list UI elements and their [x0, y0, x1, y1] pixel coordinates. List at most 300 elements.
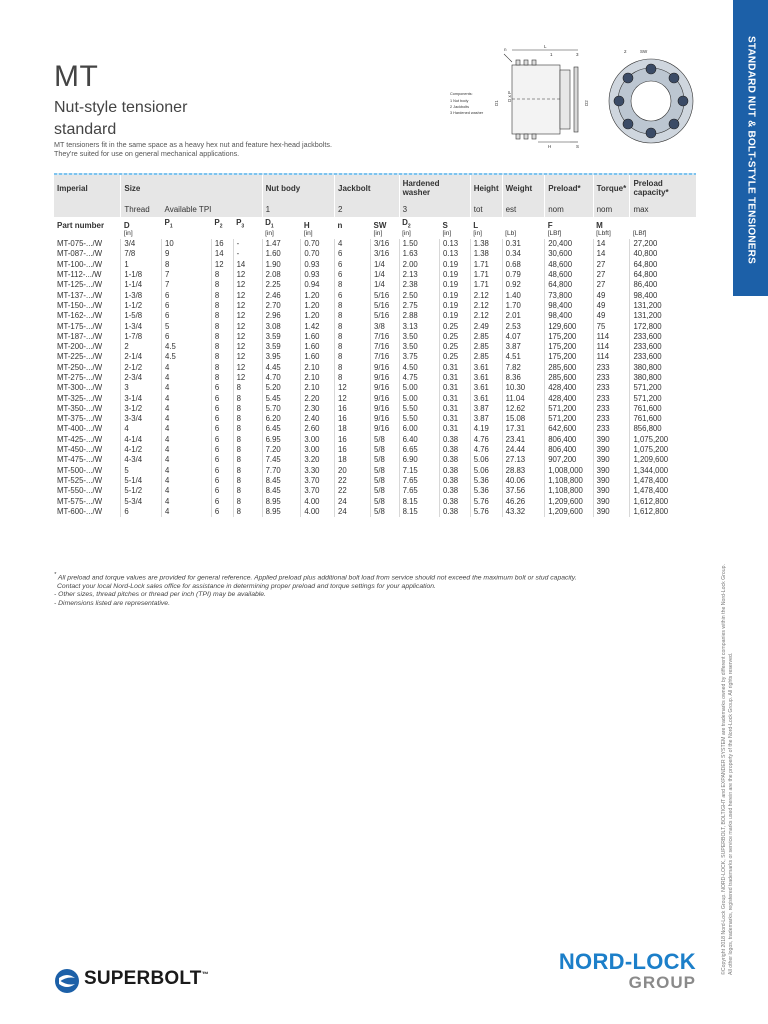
table-cell: 5/16: [371, 311, 400, 321]
table-cell: 390: [593, 435, 630, 445]
table-cell: 4: [162, 424, 212, 434]
part-number-cell: MT-225-.../W: [57, 352, 103, 362]
table-cell: 9: [162, 249, 212, 259]
table-cell: 75: [593, 321, 630, 331]
table-cell: 18: [335, 424, 371, 434]
table-cell: 571,200: [630, 393, 696, 403]
table-cell: 8: [233, 466, 262, 476]
header-unit-cell: [LBf]: [632, 230, 647, 237]
table-cell: 2.20: [301, 393, 335, 403]
table-cell: 6.65: [399, 445, 439, 455]
header-symbol-cell: [54, 217, 121, 230]
table-cell: 1,075,200: [630, 435, 696, 445]
table-cell: 4: [162, 496, 212, 506]
table-cell: 3-1/4: [121, 393, 162, 403]
table-cell: 5/16: [371, 290, 400, 300]
table-cell: 8.15: [399, 507, 439, 517]
table-cell: 12: [233, 290, 262, 300]
table-cell: 3.08: [262, 321, 301, 331]
dim-label-s: S: [576, 144, 580, 149]
table-cell: 175,200: [545, 342, 593, 352]
table-cell: 1,108,800: [545, 486, 593, 496]
table-row: [54, 239, 696, 249]
table-cell: 12: [233, 373, 262, 383]
header-symbol: D: [402, 218, 408, 228]
table-cell: 1.20: [301, 290, 335, 300]
table-cell: 4: [162, 445, 212, 455]
table-cell: 175,200: [545, 332, 593, 342]
table-cell: 3/4: [121, 239, 162, 249]
table-row: [54, 476, 696, 486]
header-subgroup-cell: [233, 201, 262, 217]
table-cell: 7.65: [399, 486, 439, 496]
part-number-cell: MT-475-.../W: [57, 455, 103, 465]
table-cell: 1.38: [470, 239, 502, 249]
table-cell: 24: [335, 496, 371, 506]
table-cell: 5.50: [399, 414, 439, 424]
header-group-cell: Nut body: [262, 175, 301, 201]
table-row: [54, 383, 696, 393]
header-symbol: H: [303, 221, 310, 230]
table-cell: 0.34: [502, 249, 545, 259]
table-row: [54, 393, 696, 403]
part-number-cell: MT-500-.../W: [57, 465, 103, 475]
table-cell: 7.45: [262, 455, 301, 465]
header-symbol-cell: [262, 217, 301, 230]
table-cell: 6: [335, 249, 371, 259]
header-symbol: L: [473, 221, 479, 230]
components-title: Components:: [450, 92, 473, 96]
header-symbol-cell: [399, 217, 439, 230]
sidebar-label: STANDARD NUT & BOLT-STYLE TENSIONERS: [745, 36, 756, 264]
tensioner-technical-drawing: [450, 42, 705, 157]
table-cell: 3.70: [301, 486, 335, 496]
table-row: [54, 290, 696, 300]
table-cell: 1,612,800: [630, 496, 696, 506]
table-cell: 233: [593, 404, 630, 414]
table-cell: 6.20: [262, 414, 301, 424]
table-cell: 46.26: [502, 496, 545, 506]
nordlock-wordmark: NORD-LOCK: [558, 949, 696, 974]
table-cell: 8.36: [502, 373, 545, 383]
dim-label-d1: D1: [494, 100, 499, 106]
header-symbol-cell: [630, 217, 696, 230]
table-cell: 4.19: [470, 424, 502, 434]
table-cell: 4: [335, 239, 371, 249]
table-cell: 6: [211, 507, 233, 517]
table-cell: 1,209,600: [545, 507, 593, 517]
table-cell: 1/4: [371, 260, 400, 270]
table-cell: 8: [233, 435, 262, 445]
header-unit-cell: [335, 230, 371, 239]
dim-label-1: 1: [550, 52, 553, 57]
table-cell: 2.38: [399, 280, 439, 290]
table-cell: 5: [121, 466, 162, 476]
table-cell: 8: [162, 260, 212, 270]
table-cell: 6: [335, 270, 371, 280]
table-cell: 114: [593, 342, 630, 352]
table-cell: 12: [335, 393, 371, 403]
table-cell: 12: [211, 260, 233, 270]
table-cell: 1,008,000: [545, 466, 593, 476]
table-cell: 5/8: [371, 466, 400, 476]
table-cell: 4-1/4: [121, 435, 162, 445]
table-cell: 3.30: [301, 466, 335, 476]
table-cell: 12.62: [502, 404, 545, 414]
table-row: [54, 455, 696, 465]
table-cell: 8: [211, 332, 233, 342]
table-cell: 48,600: [545, 270, 593, 280]
table-cell: 1,075,200: [630, 445, 696, 455]
table-cell: 0.38: [439, 507, 470, 517]
table-cell: 4: [162, 455, 212, 465]
table-cell: 64,800: [630, 260, 696, 270]
table-cell: 175,200: [545, 352, 593, 362]
table-cell: 9/16: [371, 414, 400, 424]
part-number-cell: MT-550-.../W: [57, 486, 103, 496]
table-header-group-row: [54, 175, 696, 201]
header-group-cell: [301, 175, 335, 201]
part-number-cell: MT-575-.../W: [57, 496, 103, 506]
table-cell: 5/8: [371, 455, 400, 465]
header-symbol-cell: [502, 217, 545, 230]
table-cell: 9/16: [371, 393, 400, 403]
table-cell: 49: [593, 311, 630, 321]
table-row: [54, 311, 696, 321]
table-cell: 0.79: [502, 270, 545, 280]
table-cell: 0.31: [439, 373, 470, 383]
table-cell: 10: [162, 239, 212, 249]
table-cell: 9/16: [371, 404, 400, 414]
table-cell: 6: [211, 455, 233, 465]
table-cell: 285,600: [545, 363, 593, 373]
header-unit-cell: [in]: [442, 230, 452, 237]
table-cell: 3.87: [470, 404, 502, 414]
table-cell: 0.68: [502, 260, 545, 270]
table-cell: 1.42: [301, 321, 335, 331]
table-cell: 5-1/2: [121, 486, 162, 496]
table-cell: 4: [162, 404, 212, 414]
table-cell: 3.61: [470, 363, 502, 373]
part-number-cell: MT-075-.../W: [57, 239, 103, 249]
table-cell: 0.70: [301, 239, 335, 249]
table-cell: 2-1/4: [121, 352, 162, 362]
table-cell: 14: [211, 249, 233, 259]
table-row: [54, 373, 696, 383]
table-cell: 0.31: [439, 404, 470, 414]
table-cell: 233: [593, 383, 630, 393]
table-cell: 5/8: [371, 476, 400, 486]
table-cell: 9/16: [371, 383, 400, 393]
table-cell: 5.06: [470, 455, 502, 465]
header-group-cell: Height: [470, 175, 502, 201]
table-cell: 2.30: [301, 404, 335, 414]
table-cell: 390: [593, 476, 630, 486]
header-symbol-cell: [233, 217, 262, 230]
header-symbol: S: [442, 221, 448, 230]
table-cell: 2.49: [470, 321, 502, 331]
table-cell: 64,800: [630, 270, 696, 280]
table-cell: 761,600: [630, 404, 696, 414]
table-cell: 2.08: [262, 270, 301, 280]
table-row: [54, 363, 696, 373]
table-row: [54, 496, 696, 506]
header-subgroup-cell: 3: [399, 201, 439, 217]
footnote-1: [54, 571, 694, 583]
table-cell: 6.40: [399, 435, 439, 445]
header-subgroup-cell: est: [502, 201, 545, 217]
table-cell: 8: [211, 373, 233, 383]
table-cell: 4: [162, 507, 212, 517]
table-cell: 27.13: [502, 455, 545, 465]
table-cell: 1.47: [262, 239, 301, 249]
table-cell: 22: [335, 486, 371, 496]
part-number-cell: MT-375-.../W: [57, 414, 103, 424]
table-cell: 3.87: [502, 342, 545, 352]
table-cell: 5.06: [470, 466, 502, 476]
dim-label-h: H: [548, 144, 552, 149]
table-cell: 7/8: [121, 249, 162, 259]
part-number-cell: MT-187-.../W: [57, 331, 103, 341]
table-cell: 14: [593, 249, 630, 259]
table-cell: 1.70: [502, 301, 545, 311]
table-cell: 1.71: [470, 280, 502, 290]
table-cell: 12: [233, 332, 262, 342]
table-cell: 4: [162, 393, 212, 403]
table-cell: 172,800: [630, 321, 696, 331]
header-symbol-cell: [211, 217, 233, 230]
trademark-symbol: ™: [201, 971, 209, 979]
header-subgroup-cell: nom: [545, 201, 593, 217]
footnote-2: Contact your local Nord-Lock sales office for assistance in determining proper preload and torque settings for your application.: [57, 582, 436, 590]
table-cell: 1.60: [262, 249, 301, 259]
table-cell: 1-1/2: [121, 301, 162, 311]
table-cell: 64,800: [545, 280, 593, 290]
table-cell: 0.19: [439, 301, 470, 311]
table-cell: 2.75: [399, 301, 439, 311]
header-unit-cell: [in]: [265, 230, 274, 237]
table-cell: 4.00: [301, 507, 335, 517]
table-cell: 0.70: [301, 249, 335, 259]
table-cell: 7.20: [262, 445, 301, 455]
table-cell: 0.38: [439, 455, 470, 465]
table-cell: 6: [211, 466, 233, 476]
table-cell: 6: [211, 486, 233, 496]
table-cell: 380,800: [630, 363, 696, 373]
table-cell: 0.19: [439, 280, 470, 290]
header-symbol-cell: [545, 217, 593, 230]
table-cell: 4: [162, 373, 212, 383]
table-cell: 8.45: [262, 486, 301, 496]
table-cell: 0.19: [439, 270, 470, 280]
part-number-cell: MT-425-.../W: [57, 434, 103, 444]
table-cell: 4.76: [470, 445, 502, 455]
table-cell: 2.10: [301, 373, 335, 383]
table-cell: 8: [335, 373, 371, 383]
header-group-cell: [162, 175, 212, 201]
table-cell: 9/16: [371, 363, 400, 373]
table-cell: 98,400: [630, 290, 696, 300]
table-cell: 0.31: [439, 383, 470, 393]
table-cell: 6: [211, 435, 233, 445]
header-symbol-subscript: 3: [241, 224, 245, 230]
header-symbol-cell: [162, 217, 212, 230]
part-number-cell: MT-175-.../W: [57, 321, 103, 331]
table-cell: 43.32: [502, 507, 545, 517]
header-group-cell: Size: [121, 175, 162, 201]
table-cell: 16: [335, 445, 371, 455]
footnote-4: - Dimensions listed are representative.: [54, 600, 170, 608]
table-cell: 1.90: [262, 260, 301, 270]
header-group-cell: Weight: [502, 175, 545, 201]
table-cell: 0.38: [439, 466, 470, 476]
table-cell: 3.75: [399, 352, 439, 362]
table-cell: 8: [233, 393, 262, 403]
superbolt-swirl-icon: [54, 968, 80, 994]
table-cell: 2.12: [470, 311, 502, 321]
table-cell: 10.30: [502, 383, 545, 393]
table-cell: 86,400: [630, 280, 696, 290]
table-cell: 6: [162, 332, 212, 342]
table-cell: 8: [335, 321, 371, 331]
header-symbol: M: [596, 221, 603, 230]
table-cell: 5.45: [262, 393, 301, 403]
table-cell: 5/8: [371, 435, 400, 445]
table-cell: 380,800: [630, 373, 696, 383]
header-group-cell: [211, 175, 233, 201]
header-group-cell: Imperial: [54, 175, 121, 201]
table-cell: 2.85: [470, 342, 502, 352]
table-cell: 114: [593, 352, 630, 362]
table-cell: 8: [233, 507, 262, 517]
table-footnotes: [54, 571, 694, 609]
table-cell: 7/16: [371, 352, 400, 362]
table-cell: 2.96: [262, 311, 301, 321]
table-row: [54, 435, 696, 445]
dim-label-sw: SW: [640, 49, 648, 54]
table-row: [54, 445, 696, 455]
part-number-cell: MT-325-.../W: [57, 393, 103, 403]
dim-label-dxp: D x P: [507, 90, 512, 102]
table-cell: 0.31: [502, 239, 545, 249]
table-row: [54, 280, 696, 290]
table-cell: 1,108,800: [545, 476, 593, 486]
table-cell: 27: [593, 260, 630, 270]
header-symbol-subscript: 1: [169, 224, 173, 230]
table-cell: 73,800: [545, 290, 593, 300]
table-cell: 14: [593, 239, 630, 249]
header-unit-cell: [Lb]: [505, 230, 517, 237]
header-group-cell: [439, 175, 470, 201]
table-cell: 8.45: [262, 476, 301, 486]
table-cell: 18: [335, 455, 371, 465]
header-symbol: P: [236, 218, 242, 228]
table-cell: 8: [233, 476, 262, 486]
table-cell: -: [233, 239, 262, 249]
table-cell: 4: [162, 486, 212, 496]
header-unit-cell: [in]: [473, 230, 483, 237]
table-cell: 4-1/2: [121, 445, 162, 455]
table-cell: 8: [211, 352, 233, 362]
table-cell: 8: [233, 414, 262, 424]
table-cell: 2.40: [301, 414, 335, 424]
table-row: [54, 352, 696, 362]
table-cell: 3: [121, 383, 162, 393]
table-cell: 1.20: [301, 301, 335, 311]
header-subgroup-cell: 2: [335, 201, 371, 217]
table-cell: 12: [233, 311, 262, 321]
copyright-notice: [708, 440, 748, 990]
table-cell: 390: [593, 455, 630, 465]
table-cell: 8: [211, 280, 233, 290]
table-cell: 6.00: [399, 424, 439, 434]
part-number-cell: MT-450-.../W: [57, 445, 103, 455]
table-cell: 7/16: [371, 342, 400, 352]
table-cell: 1,612,800: [630, 507, 696, 517]
table-cell: 8: [335, 332, 371, 342]
table-row: [54, 486, 696, 496]
table-cell: 40,800: [630, 249, 696, 259]
header-subgroup-cell: [301, 201, 335, 217]
table-cell: 12: [233, 321, 262, 331]
table-header-units-row: [54, 230, 696, 239]
table-cell: 1,209,600: [630, 455, 696, 465]
table-cell: 3.95: [262, 352, 301, 362]
part-number-cell: MT-137-.../W: [57, 290, 103, 300]
table-cell: 8: [211, 321, 233, 331]
table-cell: 0.31: [439, 393, 470, 403]
table-cell: 40.06: [502, 476, 545, 486]
table-body: [54, 239, 696, 517]
table-cell: 3.61: [470, 383, 502, 393]
header-subgroup-cell: [439, 201, 470, 217]
table-cell: 0.31: [439, 414, 470, 424]
table-cell: 4.5: [162, 342, 212, 352]
table-header-symbol-row: [54, 217, 696, 230]
table-cell: 4: [162, 363, 212, 373]
header-unit-cell: [in]: [402, 230, 411, 237]
table-cell: 7.65: [399, 476, 439, 486]
part-number-cell: MT-112-.../W: [57, 270, 102, 280]
table-cell: 2-1/2: [121, 363, 162, 373]
table-cell: 23.41: [502, 435, 545, 445]
table-cell: 2.85: [470, 332, 502, 342]
table-cell: 12: [233, 363, 262, 373]
header-symbol-cell: [470, 217, 502, 230]
table-cell: 3/16: [371, 239, 400, 249]
header-symbol-cell: [593, 217, 630, 230]
table-cell: 806,400: [545, 435, 593, 445]
table-row: [54, 424, 696, 434]
table-cell: 1-3/8: [121, 290, 162, 300]
table-cell: 15.08: [502, 414, 545, 424]
specs-table-container: [54, 175, 696, 517]
table-cell: 4: [162, 383, 212, 393]
table-cell: 0.25: [439, 332, 470, 342]
table-cell: 49: [593, 301, 630, 311]
table-cell: 27: [593, 280, 630, 290]
table-row: [54, 301, 696, 311]
table-cell: 3.00: [301, 445, 335, 455]
table-cell: 3.61: [470, 373, 502, 383]
table-cell: 1/4: [371, 270, 400, 280]
table-cell: 2.88: [399, 311, 439, 321]
table-cell: 27,200: [630, 239, 696, 249]
part-number-cell: MT-400-.../W: [57, 424, 103, 434]
side-view-drawing: [504, 50, 578, 142]
table-cell: 6: [211, 424, 233, 434]
table-cell: 5-3/4: [121, 496, 162, 506]
